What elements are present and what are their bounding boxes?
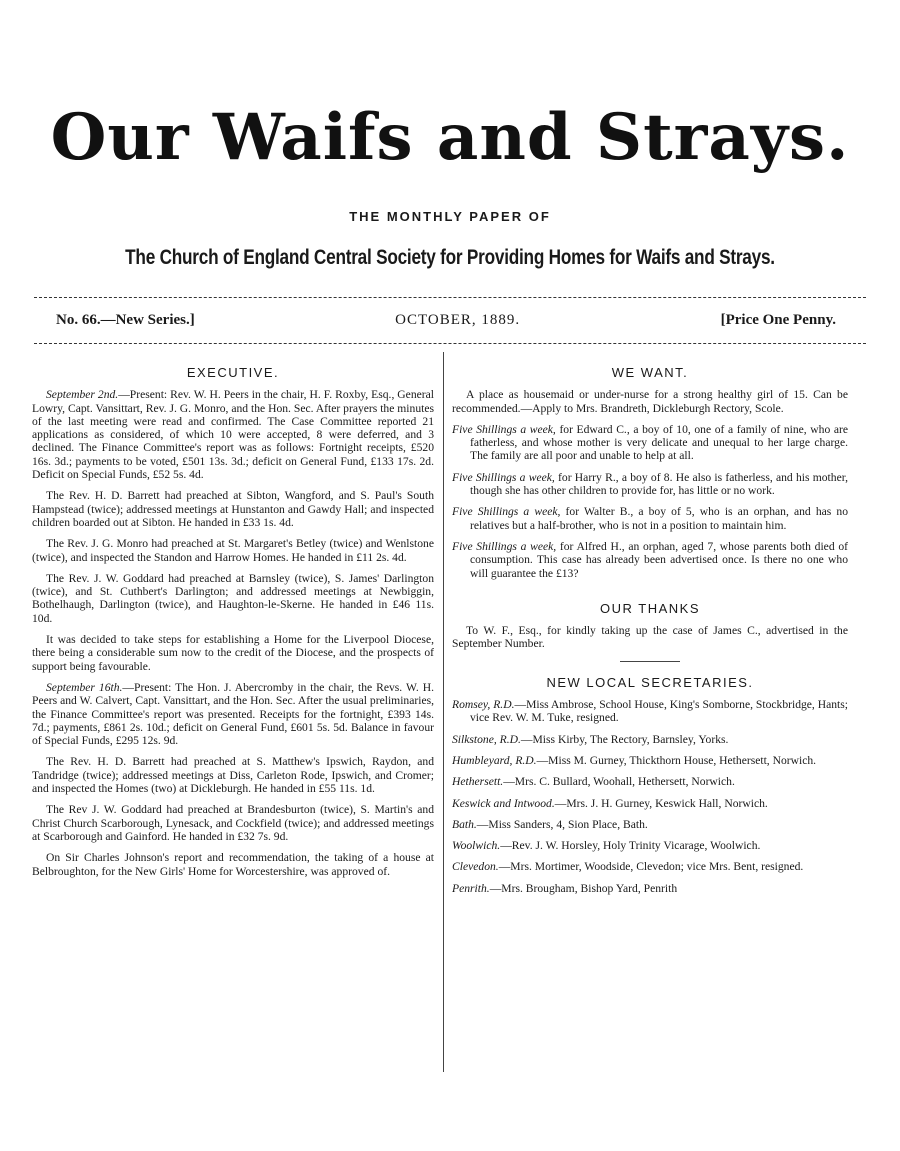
want-item: Five Shillings a week, for Alfred H., an orphan, aged 7, whose parents both died of consumption. This case has already been advertised once. Is there no one who will guarantee the £13? [452,539,848,580]
want-item: Five Shillings a week, for Harry R., a boy of 8. He also is fatherless, and his mother, though she has other children to provide for, has little or no work. [452,470,849,498]
secretary-item: Clevedon.—Mrs. Mortimer, Woodside, Clevedon; vice Mrs. Bent, resigned. [452,860,804,874]
secretary-item: Humbleyard, R.D.—Miss M. Gurney, Thickthorn House, Hethersett, Norwich. [452,753,817,767]
thanks-text: To W. F., Esq., for kindly taking up the case of James C., advertised in the September Number. [452,624,848,651]
want-intro: A place as housemaid or under-nurse for a strong healthy girl of 15. Can be recommended.—Apply to Mrs. Brandreth, Dickleburgh Rectory, Scole. [452,388,848,415]
masthead-subtitle: THE MONTHLY PAPER OF [349,209,551,224]
secretary-item: Romsey, R.D.—Miss Ambrose, School House, King's Somborne, Stockbridge, Hants; vice Rev. W. M. Tuke, resigned. [452,698,849,725]
executive-paragraph: It was decided to take steps for establishing a Home for the Liverpool Diocese, there being a considerable sum now to the credit of the Diocese, and the prospects of support being favourable. [32,633,434,673]
executive-list [32,388,434,878]
top-divider [34,297,866,298]
executive-paragraph: On Sir Charles Johnson's report and recommendation, the taking of a house at Belbroughton, for the New Girls' Home for Worcestershire, was approved of. [32,851,434,878]
header-divider [34,343,866,344]
issue-number: No. 66.—New Series.] [56,312,195,328]
executive-paragraph: The Rev. J. W. Goddard had preached at Barnsley (twice), S. James' Darlington (twice), and St. Cuthbert's Darlington; and addressed meetings at Newbiggin, Bothelhaugh, Darlington (twice), and Haughton-le-Skerne. He handed in £46 11s. 10d. [32,571,434,625]
section-rule [620,661,680,662]
issue-price: [Price One Penny. [720,312,836,328]
executive-heading: EXECUTIVE. [186,365,280,380]
executive-paragraph: September 16th.—Present: The Hon. J. Abercromby in the chair, the Revs. W. H. Peers and W. Calvert, Capt. Vansittart, and the Hon. Sec. After the usual preliminaries, the Finance Committee's report was presented. Receipts for the fortnight, £393 14s. 7d.; payments, £861 2s. 10d.; deficit on General Fund, £601 5s. 5d. Balance in favour of Special Funds, £295 12s. 9d. [32,680,434,748]
secretary-item: Woolwich.—Rev. J. W. Horsley, Holy Trinity Vicarage, Woolwich. [452,839,761,853]
secretary-item: Penrith.—Mrs. Brougham, Bishop Yard, Penrith [452,881,678,895]
secretary-item: Keswick and Intwood.—Mrs. J. H. Gurney, Keswick Hall, Norwich. [452,796,768,810]
executive-paragraph: The Rev J. W. Goddard had preached at Brandesburton (twice), S. Martin's and Christ Church Scarborough, Lynesack, and Cockfield (twice); and addressed meetings at Scarborough and Gainford. He handed in £32 7s. 9d. [32,803,434,843]
secretaries-heading: NEW LOCAL SECRETARIES. [546,674,754,690]
issue-date: OCTOBER, 1889. [395,312,521,328]
society-name: The Church of England Central Society for Providing Homes for Waifs and Strays. [125,246,775,269]
left-column [32,362,434,886]
thanks-heading: OUR THANKS [600,600,700,616]
executive-paragraph: The Rev. J. G. Monro had preached at St. Margaret's Betley (twice) and Wenlstone (twice), and inspected the Standon and Harrow Homes. He handed in £11 2s. 4d. [32,537,434,564]
right-column [452,362,848,903]
want-heading: WE WANT. [611,365,689,380]
secretary-item: Hethersett.—Mrs. C. Bullard, Woohall, Hethersett, Norwich. [452,775,735,789]
issue-line [56,312,836,329]
secretary-item: Silkstone, R.D.—Miss Kirby, The Rectory, Barnsley, Yorks. [452,732,729,746]
column-divider [443,352,444,1072]
masthead-title: Our Waifs and Strays. [50,100,850,175]
executive-paragraph: September 2nd.—Present: Rev. W. H. Peers in the chair, H. F. Roxby, Esq., General Lowry, Capt. Vansittart, Rev. J. G. Monro, and the Hon. Sec. After prayers the minutes of the last meeting were read and confirmed. The Case Committee reported 21 applications as considered, of which 10 were accepted, 8 were deferred, and 3 declined. The Finance Committee's report was as follows: Fortnight receipts, £520 16s. 3d.; payments to be voted, £501 13s. 3d.; deficit on General Fund, £133 17s. 2d. Deficit on Special Funds, £52 5s. 4d. [32,388,434,482]
want-item: Five Shillings a week, for Walter B., a boy of 5, who is an orphan, and has no relatives but a half-brother, who is not in a position to maintain him. [452,505,848,532]
secretary-item: Bath.—Miss Sanders, 4, Sion Place, Bath. [452,817,648,831]
executive-paragraph: The Rev. H. D. Barrett had preached at Sibton, Wangford, and S. Paul's South Hampstead (twice); addressed meetings at Hunstanton and Gawdy Hall; and inspected children boarded out at Sibton. He handed in £33 1s. 4d. [32,489,434,529]
executive-paragraph: The Rev. H. D. Barrett had preached at S. Matthew's Ipswich, Raydon, and Tandridge (twice); addressed meetings at Diss, Carleton Rode, Ipswich, and Cromer; and inspected the Homes (two) at Dickleburgh. He handed in £55 11s. 1d. [32,755,434,796]
want-item: Five Shillings a week, for Edward C., a boy of 10, one of a family of nine, who are fatherless, and whose mother is very delicate and unequal to her large charge. The family are all poor and unable to help at all. [452,422,848,463]
